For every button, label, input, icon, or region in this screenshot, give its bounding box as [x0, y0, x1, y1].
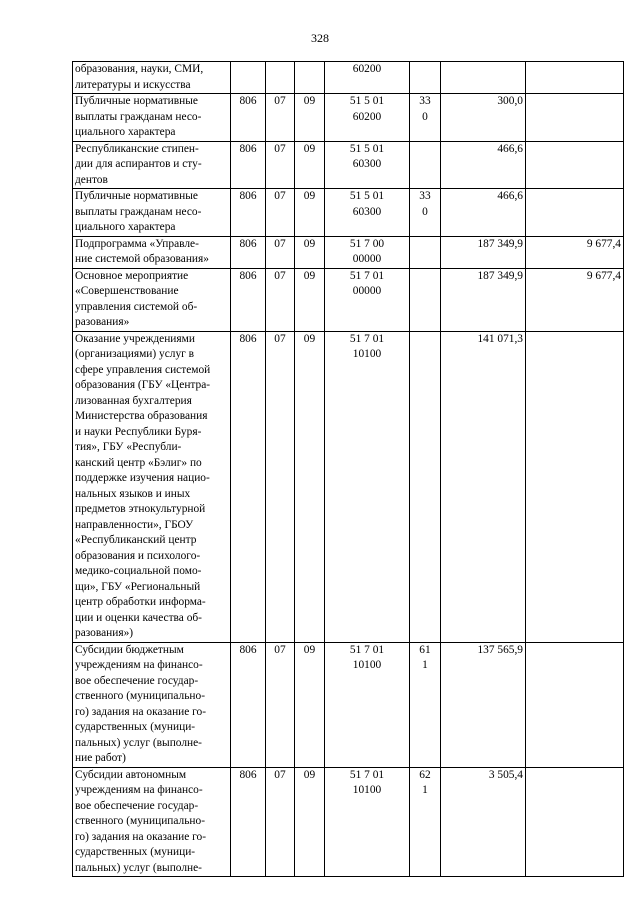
table-row [73, 189, 624, 237]
subsection-code: 09 [295, 331, 325, 642]
section-code: 07 [266, 767, 295, 877]
ministry-code: 806 [231, 141, 266, 189]
row-name: Оказание учреждениями (организациями) услуг в сфере управления системой образования (ГБУ «Центра- лизованная бухгалтерия Министерства образования и науки Республики Буря- тия», ГБУ «Республи- канский центр «Бэлиг» по поддержке изучения нацио- нальных языков и иных предметов этнокультурной направленности», ГБОУ «Республиканский центр образования и психолого- медико-социальной помо- щи», ГБУ «Региональный центр обработки информа- ции и оценки качества об- разования») [73, 331, 231, 642]
section-code: 07 [266, 331, 295, 642]
target-article-code: 51 7 01 10100 [325, 767, 410, 877]
subsection-code [295, 62, 325, 94]
section-code: 07 [266, 268, 295, 331]
row-name: Субсидии автономным учреждениям на финансо- вое обеспечение государ- ственного (муниципально- го) задания на оказание го- сударственных (муници- пальных) услуг (выполне- [73, 767, 231, 877]
row-name: Субсидии бюджетным учреждениям на финансо- вое обеспечение государ- ственного (муниципально- го) задания на оказание го- сударственных (муници- пальных) услуг (выполне- ние работ) [73, 642, 231, 767]
target-article-code: 51 5 01 60300 [325, 189, 410, 237]
amount-federal [526, 189, 624, 237]
ministry-code [231, 62, 266, 94]
section-code: 07 [266, 141, 295, 189]
amount: 466,6 [441, 189, 526, 237]
table-row [73, 642, 624, 767]
table-row [73, 94, 624, 142]
amount: 137 565,9 [441, 642, 526, 767]
row-name: Подпрограмма «Управле- ние системой образования» [73, 236, 231, 268]
amount-federal [526, 767, 624, 877]
expense-type-code [410, 331, 441, 642]
expense-type-code: 61 1 [410, 642, 441, 767]
ministry-code: 806 [231, 767, 266, 877]
target-article-code: 51 7 01 10100 [325, 642, 410, 767]
amount-federal: 9 677,4 [526, 236, 624, 268]
row-name: Публичные нормативные выплаты гражданам несо- циального характера [73, 94, 231, 142]
subsection-code: 09 [295, 268, 325, 331]
ministry-code: 806 [231, 189, 266, 237]
subsection-code: 09 [295, 141, 325, 189]
target-article-code: 51 7 01 10100 [325, 331, 410, 642]
target-article-code: 51 5 01 60200 [325, 94, 410, 142]
table-row [73, 62, 624, 94]
target-article-code: 51 7 01 00000 [325, 268, 410, 331]
section-code: 07 [266, 236, 295, 268]
budget-table [72, 61, 624, 877]
ministry-code: 806 [231, 268, 266, 331]
section-code: 07 [266, 642, 295, 767]
table-row [73, 141, 624, 189]
page-number: 328 [311, 31, 329, 45]
amount-federal [526, 141, 624, 189]
table-row [73, 331, 624, 642]
row-name: образования, науки, СМИ, литературы и искусства [73, 62, 231, 94]
amount-federal [526, 331, 624, 642]
expense-type-code: 62 1 [410, 767, 441, 877]
subsection-code: 09 [295, 236, 325, 268]
section-code [266, 62, 295, 94]
section-code: 07 [266, 189, 295, 237]
row-name: Республиканские стипен- дии для аспирантов и сту- дентов [73, 141, 231, 189]
expense-type-code: 33 0 [410, 189, 441, 237]
expense-type-code [410, 236, 441, 268]
amount: 300,0 [441, 94, 526, 142]
target-article-code: 51 7 00 00000 [325, 236, 410, 268]
amount-federal: 9 677,4 [526, 268, 624, 331]
amount [441, 62, 526, 94]
amount-federal [526, 94, 624, 142]
amount: 187 349,9 [441, 236, 526, 268]
target-article-code: 60200 [325, 62, 410, 94]
amount-federal [526, 62, 624, 94]
table-row [73, 236, 624, 268]
expense-type-code [410, 268, 441, 331]
ministry-code: 806 [231, 94, 266, 142]
ministry-code: 806 [231, 331, 266, 642]
expense-type-code [410, 141, 441, 189]
target-article-code: 51 5 01 60300 [325, 141, 410, 189]
expense-type-code [410, 62, 441, 94]
amount: 187 349,9 [441, 268, 526, 331]
amount: 141 071,3 [441, 331, 526, 642]
row-name: Публичные нормативные выплаты гражданам несо- циального характера [73, 189, 231, 237]
subsection-code: 09 [295, 642, 325, 767]
table-row [73, 268, 624, 331]
ministry-code: 806 [231, 236, 266, 268]
row-name: Основное мероприятие «Совершенствование управления системой об- разования» [73, 268, 231, 331]
expense-type-code: 33 0 [410, 94, 441, 142]
subsection-code: 09 [295, 189, 325, 237]
subsection-code: 09 [295, 767, 325, 877]
section-code: 07 [266, 94, 295, 142]
ministry-code: 806 [231, 642, 266, 767]
amount-federal [526, 642, 624, 767]
table-row [73, 767, 624, 877]
amount: 3 505,4 [441, 767, 526, 877]
amount: 466,6 [441, 141, 526, 189]
subsection-code: 09 [295, 94, 325, 142]
